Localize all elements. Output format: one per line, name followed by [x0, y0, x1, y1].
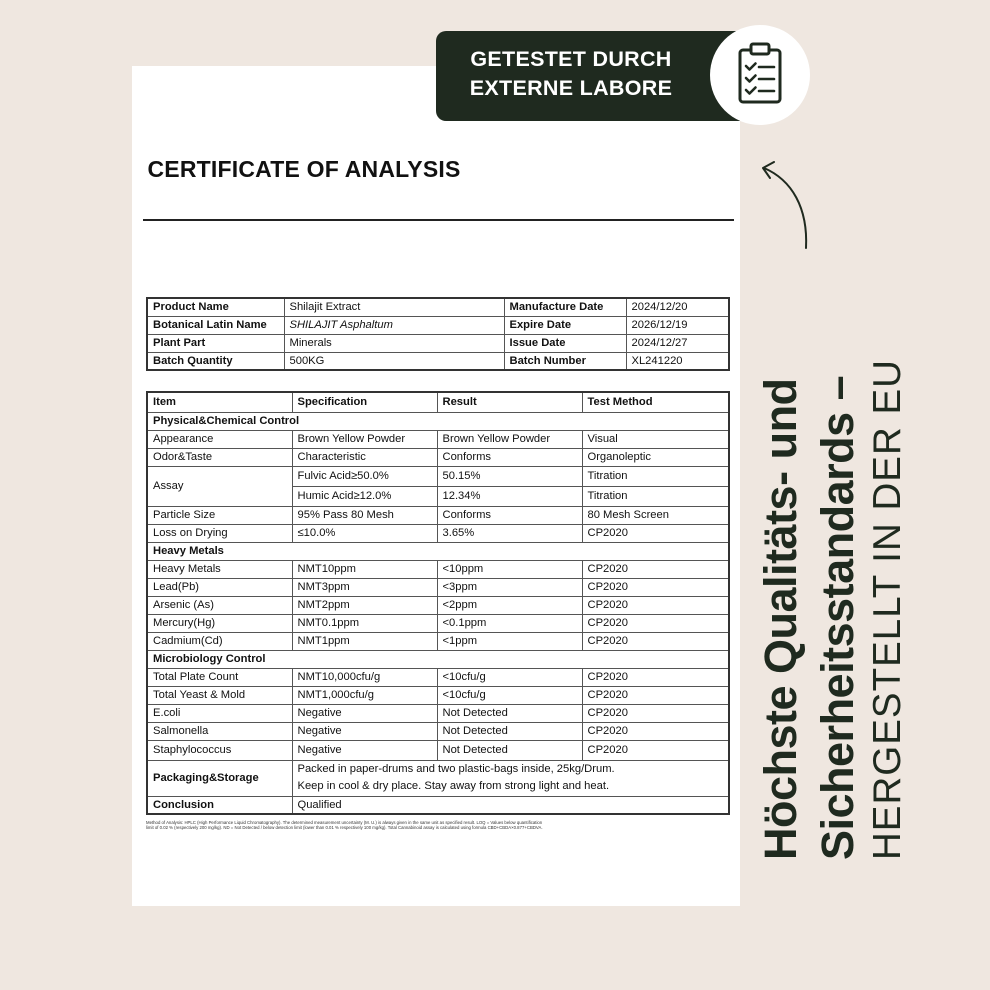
section-row	[147, 650, 729, 668]
cell-method: Visual	[582, 430, 729, 448]
cell-method: CP2020	[582, 722, 729, 740]
cell-method: CP2020	[582, 560, 729, 578]
cell-item: Odor&Taste	[147, 448, 292, 466]
cell-result: Brown Yellow Powder	[437, 430, 582, 448]
cell-specification: Fulvic Acid≥50.0%	[292, 466, 437, 486]
quality-headline: Höchste Qualitäts- und	[755, 378, 806, 860]
cell-method: CP2020	[582, 704, 729, 722]
cell-specification: Brown Yellow Powder	[292, 430, 437, 448]
cell-result: <10ppm	[437, 560, 582, 578]
cell-method: CP2020	[582, 614, 729, 632]
column-header-item: Item	[147, 392, 292, 412]
cell-method: Titration	[582, 466, 729, 486]
table-row	[147, 686, 729, 704]
badge-text	[436, 45, 706, 103]
info-value: 2026/12/19	[626, 316, 729, 334]
cell-item: Particle Size	[147, 506, 292, 524]
table-row	[147, 796, 729, 814]
info-value: 500KG	[284, 352, 504, 370]
curved-arrow-icon	[754, 156, 814, 252]
cell-result: <10cfu/g	[437, 686, 582, 704]
column-header-method: Test Method	[582, 392, 729, 412]
cell-method: Organoleptic	[582, 448, 729, 466]
cell-result: Conforms	[437, 448, 582, 466]
cell-specification: 95% Pass 80 Mesh	[292, 506, 437, 524]
badge-line: EXTERNE LABORE	[469, 76, 673, 100]
cell-result: Not Detected	[437, 740, 582, 760]
cell-result: 3.65%	[437, 524, 582, 542]
table-row	[147, 578, 729, 596]
cell-method: Titration	[582, 486, 729, 506]
table-row	[147, 596, 729, 614]
info-value: SHILAJIT Asphaltum	[284, 316, 504, 334]
cell-item: Loss on Drying	[147, 524, 292, 542]
section-title: Heavy Metals	[147, 542, 729, 560]
title-divider	[143, 219, 734, 221]
table-row	[147, 722, 729, 740]
cell-specification: Characteristic	[292, 448, 437, 466]
cell-specification: NMT10,000cfu/g	[292, 668, 437, 686]
analysis-table	[146, 391, 730, 815]
info-label: Batch Number	[504, 352, 626, 370]
cell-item: Lead(Pb)	[147, 578, 292, 596]
info-label: Batch Quantity	[147, 352, 284, 370]
badge-line: GETESTET DURCH	[470, 47, 672, 71]
info-value: 2024/12/27	[626, 334, 729, 352]
footnote: Method of Analysis: HPLC (High Performance Liquid Chromatography). The determined measurement uncertainty (M. U.) is always given in the same unit as specified result. LOQ = Values below quantification limit of 0.02 % (respectively 200 mg/kg). ND = Not Detected / below detection limit (lower than 0.01 % respectively 100 mg/kg). Total Cannabinoid assay is calculated using formula CBD+CBDA×0.877+CBDVA.	[146, 820, 543, 831]
column-header-result: Result	[437, 392, 582, 412]
packaging-cell	[292, 760, 729, 796]
safety-headline: Sicherheitsstandards –	[812, 375, 863, 860]
info-label: Manufacture Date	[504, 298, 626, 316]
cell-specification: Negative	[292, 704, 437, 722]
cell-item: Total Plate Count	[147, 668, 292, 686]
cell-method: CP2020	[582, 524, 729, 542]
cell-specification: NMT1ppm	[292, 632, 437, 650]
cell-item: Arsenic (As)	[147, 596, 292, 614]
cell-item: Cadmium(Cd)	[147, 632, 292, 650]
cell-result: Not Detected	[437, 722, 582, 740]
table-row	[147, 352, 729, 370]
packaging-line: Packed in paper-drums and two plastic-bags inside, 25kg/Drum.	[297, 763, 615, 775]
cell-result: Conforms	[437, 506, 582, 524]
cell-result: <0.1ppm	[437, 614, 582, 632]
cell-method: 80 Mesh Screen	[582, 506, 729, 524]
table-row	[147, 760, 729, 796]
column-header-specification: Specification	[292, 392, 437, 412]
cell-item: Conclusion	[147, 796, 292, 814]
table-row	[147, 466, 729, 486]
table-row	[147, 298, 729, 316]
cell-item: Packaging&Storage	[147, 760, 292, 796]
cell-specification: NMT0.1ppm	[292, 614, 437, 632]
cell-result: 50.15%	[437, 466, 582, 486]
info-label: Plant Part	[147, 334, 284, 352]
info-value: Minerals	[284, 334, 504, 352]
info-value: 2024/12/20	[626, 298, 729, 316]
clipboard-checklist-icon	[737, 41, 783, 105]
section-row	[147, 542, 729, 560]
info-label: Issue Date	[504, 334, 626, 352]
info-label: Product Name	[147, 298, 284, 316]
section-row	[147, 412, 729, 430]
cell-method: CP2020	[582, 668, 729, 686]
cell-specification: NMT10ppm	[292, 560, 437, 578]
table-row	[147, 632, 729, 650]
table-row	[147, 334, 729, 352]
info-value: Shilajit Extract	[284, 298, 504, 316]
info-value: XL241220	[626, 352, 729, 370]
cell-result: 12.34%	[437, 486, 582, 506]
cell-item: Total Yeast & Mold	[147, 686, 292, 704]
section-title: Physical&Chemical Control	[147, 412, 729, 430]
product-info-table	[146, 297, 730, 371]
cell-specification: Negative	[292, 740, 437, 760]
info-label: Expire Date	[504, 316, 626, 334]
cell-specification: NMT3ppm	[292, 578, 437, 596]
cell-method: CP2020	[582, 686, 729, 704]
cell-item: Salmonella	[147, 722, 292, 740]
cell-specification: NMT1,000cfu/g	[292, 686, 437, 704]
table-row	[147, 740, 729, 760]
table-header-row	[147, 392, 729, 412]
cell-result: <3ppm	[437, 578, 582, 596]
conclusion-value: Qualified	[292, 796, 729, 814]
table-row	[147, 668, 729, 686]
cell-item: Heavy Metals	[147, 560, 292, 578]
table-row	[147, 448, 729, 466]
cell-specification: Negative	[292, 722, 437, 740]
made-in-eu-text: HERGESTELLT IN DER EU	[866, 359, 909, 860]
table-row	[147, 560, 729, 578]
cell-item: Appearance	[147, 430, 292, 448]
section-title: Microbiology Control	[147, 650, 729, 668]
cell-result: Not Detected	[437, 704, 582, 722]
cell-specification: NMT2ppm	[292, 596, 437, 614]
cell-result: <10cfu/g	[437, 668, 582, 686]
cell-item: Staphylococcus	[147, 740, 292, 760]
cell-specification: Humic Acid≥12.0%	[292, 486, 437, 506]
certificate-title: CERTIFICATE OF ANALYSIS	[147, 156, 461, 182]
storage-line: Keep in cool & dry place. Stay away from strong light and heat.	[297, 780, 610, 792]
cell-specification: ≤10.0%	[292, 524, 437, 542]
table-row	[147, 316, 729, 334]
cell-method: CP2020	[582, 578, 729, 596]
table-row	[147, 704, 729, 722]
cell-item: Assay	[147, 466, 292, 506]
table-row	[147, 506, 729, 524]
cell-item: E.coli	[147, 704, 292, 722]
cell-method: CP2020	[582, 596, 729, 614]
cell-item: Mercury(Hg)	[147, 614, 292, 632]
cell-method: CP2020	[582, 740, 729, 760]
info-label: Botanical Latin Name	[147, 316, 284, 334]
cell-result: <2ppm	[437, 596, 582, 614]
table-row	[147, 614, 729, 632]
table-row	[147, 430, 729, 448]
cell-result: <1ppm	[437, 632, 582, 650]
table-row	[147, 524, 729, 542]
cell-method: CP2020	[582, 632, 729, 650]
